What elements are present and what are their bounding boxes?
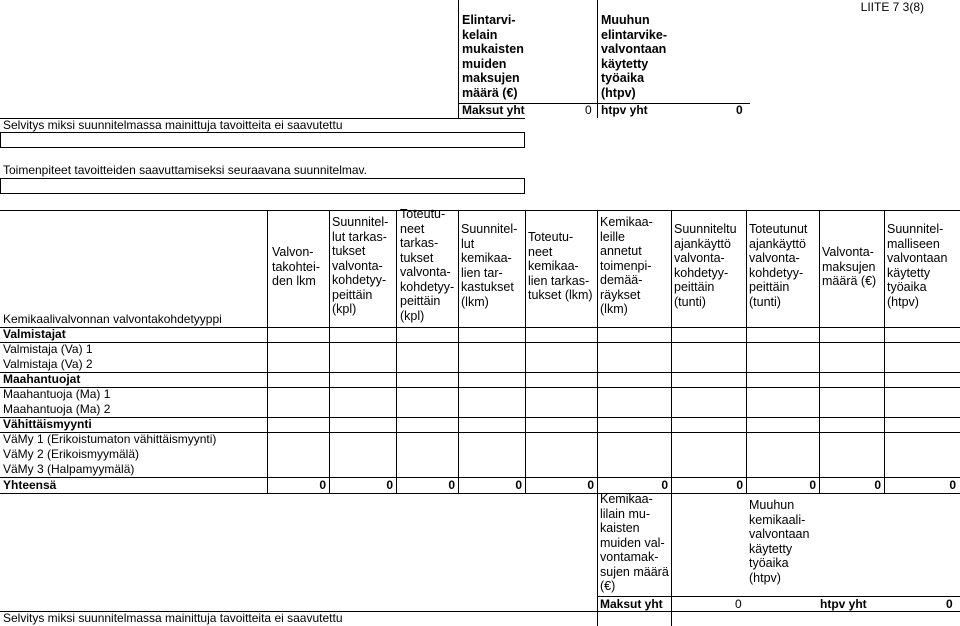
row-label: Maahantuojat bbox=[3, 372, 81, 386]
top-htpv-label: htpv yht bbox=[601, 103, 648, 117]
total-value: 0 bbox=[386, 478, 393, 492]
total-value: 0 bbox=[661, 478, 668, 492]
row-label: Valmistaja (Va) 1 bbox=[3, 342, 93, 356]
row-label: VäMy 1 (Erikoistumaton vähittäismyynti) bbox=[3, 432, 217, 446]
total-label: Yhteensä bbox=[3, 478, 57, 492]
bottom-amount-header: Kemikaa- lilain mu- kaisten muiden val- vontamak- sujen määrä (€) bbox=[600, 492, 669, 593]
table-row-header: Kemikaalivalvonnan valvontakohdetyyppi bbox=[3, 312, 222, 326]
explanation-input-top[interactable] bbox=[0, 132, 525, 148]
total-value: 0 bbox=[587, 478, 594, 492]
bottom-htpv-value: 0 bbox=[946, 597, 953, 611]
table-row bbox=[0, 402, 960, 417]
total-value: 0 bbox=[448, 478, 455, 492]
explanation-label-top: Selvitys miksi suunnitelmassa mainittuja tavoitteita ei saavutettu bbox=[3, 118, 343, 132]
table-row bbox=[0, 417, 960, 432]
top-amount-header: Elintarvi- kelain mukaisten muiden maksujen määrä (€) bbox=[462, 13, 524, 100]
top-time-header: Muuhun elintarvike- valvontaan käytetty työaika (htpv) bbox=[601, 13, 668, 100]
total-value: 0 bbox=[874, 478, 881, 492]
row-label: VäMy 3 (Halpamyymälä) bbox=[3, 462, 135, 476]
table-row bbox=[0, 447, 960, 462]
col-header-9: Valvonta- maksujen määrä (€) bbox=[822, 245, 877, 288]
table-row bbox=[0, 327, 960, 342]
table-row bbox=[0, 462, 960, 477]
measures-input[interactable] bbox=[0, 178, 525, 194]
top-maksut-label: Maksut yht bbox=[462, 103, 525, 117]
col-header-4: Suunnitel- lut kemikaa- lien tar- kastukset (lkm) bbox=[461, 222, 518, 309]
row-label: Maahantuoja (Ma) 2 bbox=[3, 402, 111, 416]
col-header-10: Suunnitel- malliseen valvontaan käytetty työaika (htpv) bbox=[887, 222, 948, 309]
row-label: Valmistajat bbox=[3, 327, 66, 341]
table-row bbox=[0, 342, 960, 357]
measures-label: Toimenpiteet tavoitteiden saavuttamiseksi seuraavana suunnitelmav. bbox=[3, 163, 367, 177]
col-header-8: Toteutunut ajankäyttö valvonta- kohdetyy- peittäin (tunti) bbox=[749, 222, 808, 309]
total-row bbox=[0, 478, 960, 493]
row-label: VäMy 2 (Erikoismyymälä) bbox=[3, 447, 140, 461]
bottom-htpv-label: htpv yht bbox=[820, 597, 867, 611]
table-row bbox=[0, 357, 960, 372]
total-value: 0 bbox=[949, 478, 956, 492]
row-label: Vähittäismyynti bbox=[3, 417, 92, 431]
top-htpv-value: 0 bbox=[736, 103, 743, 117]
explanation-label-bottom: Selvitys miksi suunnitelmassa mainittuja tavoitteita ei saavutettu bbox=[3, 611, 343, 625]
total-value: 0 bbox=[809, 478, 816, 492]
bottom-maksut-value: 0 bbox=[735, 597, 742, 611]
col-header-5: Toteutu- neet kemikaa- lien tarkas- tukset (lkm) bbox=[528, 230, 593, 302]
bottom-time-header: Muuhun kemikaali- valvontaan käytetty työaika (htpv) bbox=[749, 498, 810, 585]
total-value: 0 bbox=[736, 478, 743, 492]
col-header-6: Kemikaa- leille annetut toimenpi- demää- räykset (lkm) bbox=[600, 215, 653, 316]
table-row bbox=[0, 432, 960, 447]
row-label: Valmistaja (Va) 2 bbox=[3, 357, 93, 371]
bottom-maksut-label: Maksut yht bbox=[600, 597, 663, 611]
col-header-7: Suunniteltu ajankäyttö valvonta- kohdetyy- peittäin (tunti) bbox=[674, 222, 737, 309]
row-label: Maahantuoja (Ma) 1 bbox=[3, 387, 111, 401]
total-value: 0 bbox=[319, 478, 326, 492]
table-row bbox=[0, 387, 960, 402]
col-header-1: Valvon- takohtei- den lkm bbox=[272, 245, 320, 288]
col-header-2: Suunnitel- lut tarkas- tukset valvonta- kohdetyy- peittäin (kpl) bbox=[332, 215, 389, 316]
page-label: LIITE 7 3(8) bbox=[860, 0, 924, 14]
top-maksut-value: 0 bbox=[585, 103, 592, 117]
total-value: 0 bbox=[515, 478, 522, 492]
table-row bbox=[0, 372, 960, 387]
col-header-3: Toteutu- neet tarkas- tukset valvonta- kohdetyy- peittäin (kpl) bbox=[400, 207, 455, 323]
